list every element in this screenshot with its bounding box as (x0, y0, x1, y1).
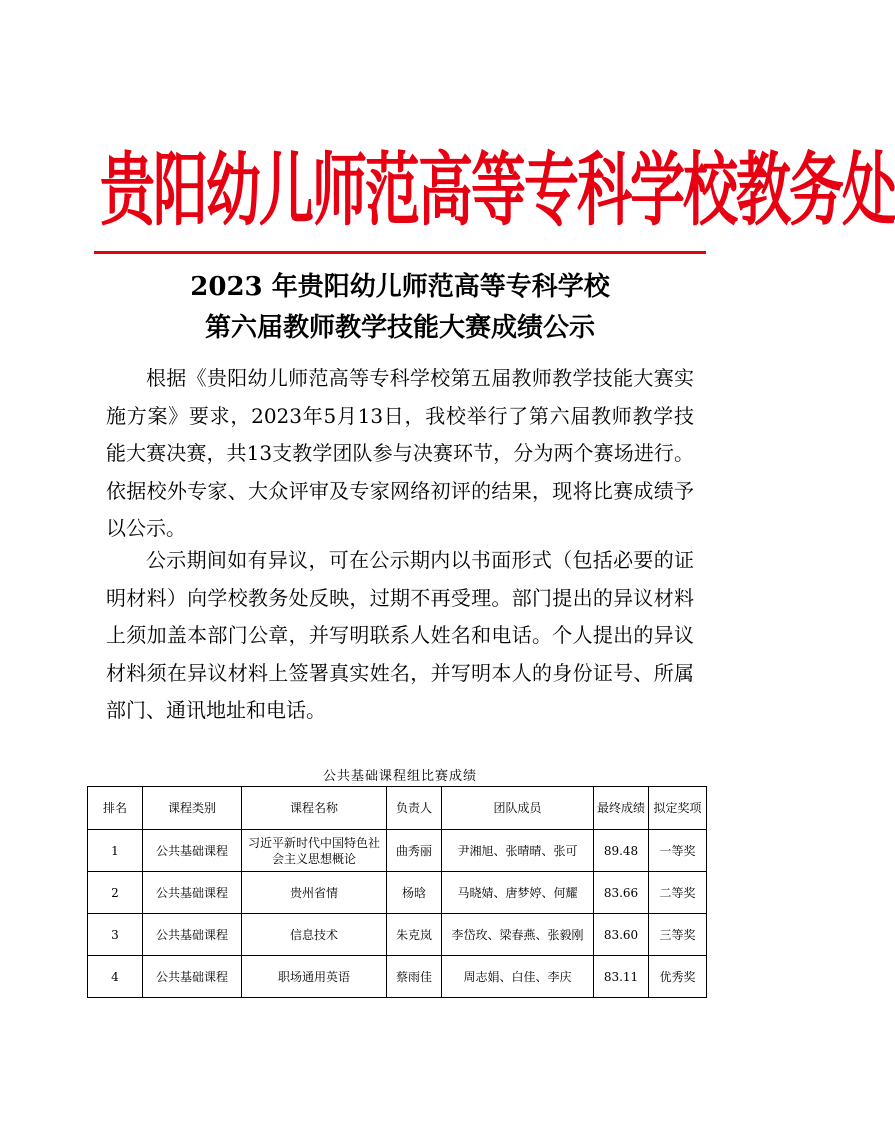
document-title-line1: 2023 年贵阳幼儿师范高等专科学校 (190, 272, 610, 302)
results-table (87, 786, 707, 998)
cell-leader: 朱克岚 (387, 914, 442, 956)
header-leader: 负责人 (387, 787, 442, 830)
cell-leader: 曲秀丽 (387, 830, 442, 872)
table-row (88, 914, 707, 956)
table-row (88, 956, 707, 998)
letterhead-rule (94, 251, 706, 254)
table-caption: 公共基础课程组比赛成绩 (322, 769, 477, 784)
table-row (88, 872, 707, 914)
cell-award: 一等奖 (649, 830, 707, 872)
header-award: 拟定奖项 (649, 787, 707, 830)
cell-rank: 2 (88, 872, 143, 914)
cell-course: 职场通用英语 (242, 956, 387, 998)
table-row (88, 830, 707, 872)
cell-rank: 4 (88, 956, 143, 998)
header-score: 最终成绩 (594, 787, 649, 830)
cell-members: 马晓婧、唐梦婷、何耀 (442, 872, 594, 914)
header-members: 团队成员 (442, 787, 594, 830)
paragraph-text: 公示期间如有异议，可在公示期内以书面形式（包括必要的证明材料）向学校教务处反映，过期不再受理。部门提出的异议材料上须加盖本部门公章，并写明联系人姓名和电话。个人提出的异议材料须在异议材料上签署真实姓名，并写明本人的身份证号、所属部门、通讯地址和电话。 (106, 548, 694, 722)
header-rank: 排名 (88, 787, 143, 830)
cell-category: 公共基础课程 (143, 872, 242, 914)
header-course: 课程名称 (242, 787, 387, 830)
cell-rank: 1 (88, 830, 143, 872)
cell-leader: 杨晗 (387, 872, 442, 914)
cell-award: 二等奖 (649, 872, 707, 914)
cell-score: 89.48 (594, 830, 649, 872)
cell-rank: 3 (88, 914, 143, 956)
body-paragraph-1 (106, 360, 694, 548)
cell-award: 优秀奖 (649, 956, 707, 998)
document-title-line2: 第六届教师教学技能大赛成绩公示 (204, 313, 595, 343)
header-category: 课程类别 (143, 787, 242, 830)
paragraph-text: 根据《贵阳幼儿师范高等专科学校第五届教师教学技能大赛实施方案》要求，2023年5月13日，我校举行了第六届教师教学技能大赛决赛，共13支教学团队参与决赛环节，分为两个赛场进行。依据校外专家、大众评审及专家网络初评的结果，现将比赛成绩予以公示。 (106, 366, 694, 540)
cell-members: 李岱玫、梁春燕、张毅刚 (442, 914, 594, 956)
cell-course: 信息技术 (242, 914, 387, 956)
cell-award: 三等奖 (649, 914, 707, 956)
cell-course: 习近平新时代中国特色社会主义思想概论 (242, 830, 387, 872)
letterhead-title: 贵阳幼儿师范高等专科学校教务处 (100, 143, 895, 237)
cell-score: 83.11 (594, 956, 649, 998)
cell-score: 83.60 (594, 914, 649, 956)
cell-category: 公共基础课程 (143, 830, 242, 872)
cell-category: 公共基础课程 (143, 914, 242, 956)
cell-course: 贵州省情 (242, 872, 387, 914)
cell-score: 83.66 (594, 872, 649, 914)
cell-category: 公共基础课程 (143, 956, 242, 998)
table-header-row (88, 787, 707, 830)
cell-members: 周志娟、白佳、李庆 (442, 956, 594, 998)
cell-leader: 蔡雨佳 (387, 956, 442, 998)
body-paragraph-2 (106, 542, 694, 730)
cell-members: 尹湘旭、张晴晴、张可 (442, 830, 594, 872)
